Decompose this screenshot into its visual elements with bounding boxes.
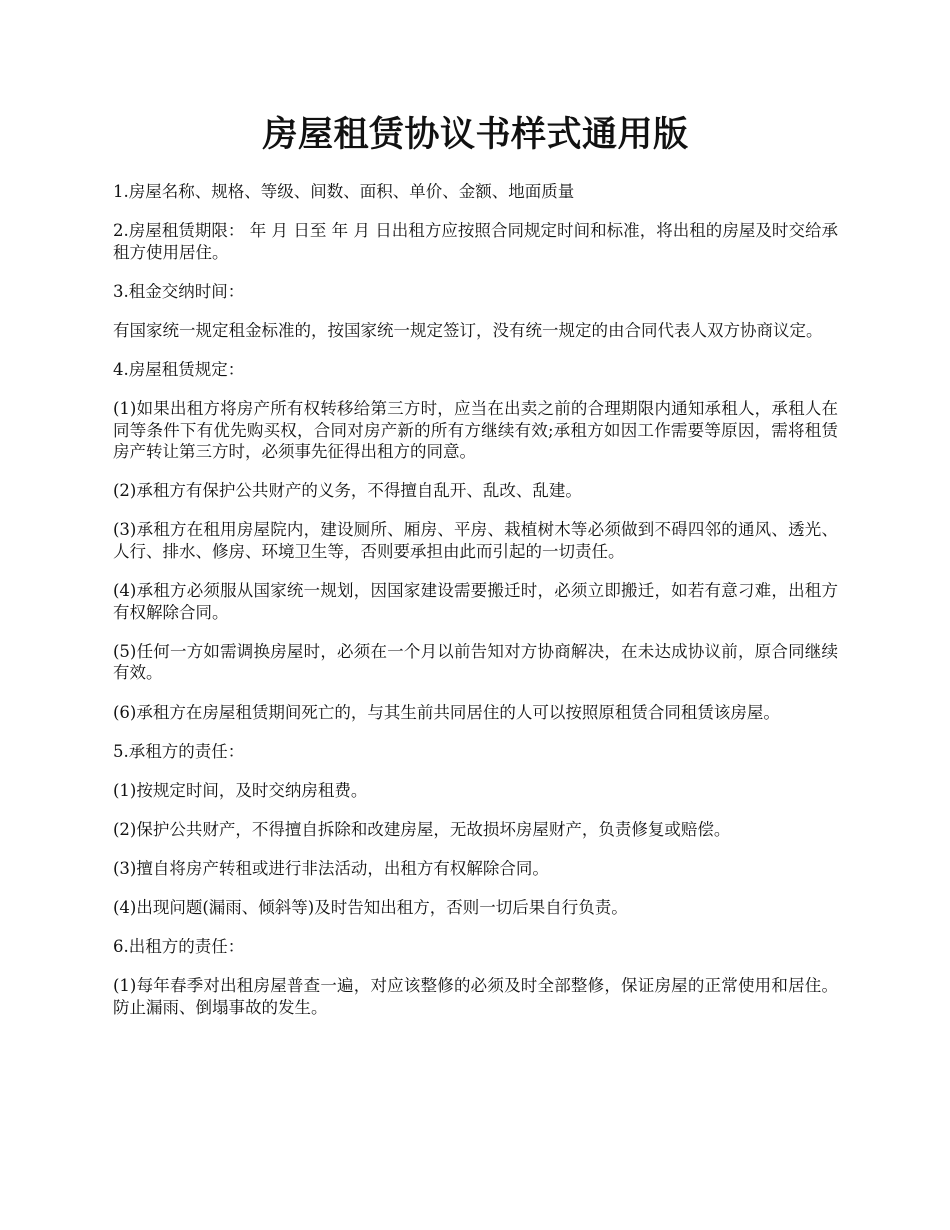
document-title: 房屋租赁协议书样式通用版: [262, 114, 689, 155]
paragraph-tenant-duty-2: (2)保护公共财产，不得擅自拆除和改建房屋，无故损坏房屋财产，负责修复或赔偿。: [113, 819, 731, 839]
paragraph-rule-5-house-exchange: (5)任何一方如需调换房屋时，必须在一个月以前告知对方协商解决，在未达成协议前，原合同继续有效。: [113, 641, 838, 683]
paragraph-item-4-lease-rules: 4.房屋租赁规定：: [113, 359, 245, 379]
paragraph-rule-2-protect-property: (2)承租方有保护公共财产的义务，不得擅自乱开、乱改、乱建。: [113, 481, 582, 501]
paragraph-item-3-rent-payment-time: 3.租金交纳时间：: [113, 281, 245, 301]
paragraph-tenant-duty-3: (3)擅自将房产转租或进行非法活动，出租方有权解除合同。: [113, 858, 549, 878]
paragraph-landlord-duty-1: (1)每年春季对出租房屋普查一遍，对应该整修的必须及时全部整修，保证房屋的正常使用和居住。防止漏雨、倒塌事故的发生。: [113, 976, 838, 1017]
paragraph-item-2-lease-term: 2.房屋租赁期限： 年 月 日至 年 月 日出租方应按照合同规定时间和标准，将出租的房屋及时交给承租方使用居住。: [113, 221, 838, 262]
paragraph-tenant-duty-1: (1)按规定时间，及时交纳房租费。: [113, 780, 368, 800]
paragraph-item-5-tenant-duties: 5.承租方的责任：: [113, 741, 245, 761]
paragraph-item-1-house-info: 1.房屋名称、规格、等级、间数、面积、单价、金额、地面质量: [113, 182, 575, 201]
paragraph-item-6-landlord-duties: 6.出租方的责任：: [113, 937, 245, 957]
paragraph-rule-1-ownership-transfer: (1)如果出租方将房产所有权转移给第三方时，应当在出卖之前的合理期限内通知承租人，承租人在同等条件下有优先购买权，合同对房产新的所有方继续有效;承租方如因工作需要等原因，需将租赁房产转让第三方时，必须事先征得出租方的同意。: [113, 399, 838, 462]
paragraph-rent-standard: 有国家统一规定租金标准的，按国家统一规定签订，没有统一规定的由合同代表人双方协商议定。: [113, 320, 823, 340]
paragraph-tenant-duty-4: (4)出现问题(漏雨、倾斜等)及时告知出租方，否则一切后果自行负责。: [113, 897, 628, 917]
paragraph-rule-4-relocation: (4)承租方必须服从国家统一规划，因国家建设需要搬迁时，必须立即搬迁，如若有意刁难，出租方有权解除合同。: [113, 581, 838, 622]
paragraph-rule-3-courtyard-construction: (3)承租方在租用房屋院内，建设厕所、厢房、平房、栽植树木等必须做到不碍四邻的通风、透光、人行、排水、修房、环境卫生等，否则要承担由此而引起的一切责任。: [113, 520, 838, 562]
paragraph-rule-6-tenant-death: (6)承租方在房屋租赁期间死亡的，与其生前共同居住的人可以按照原租赁合同租赁该房屋。: [113, 702, 780, 722]
